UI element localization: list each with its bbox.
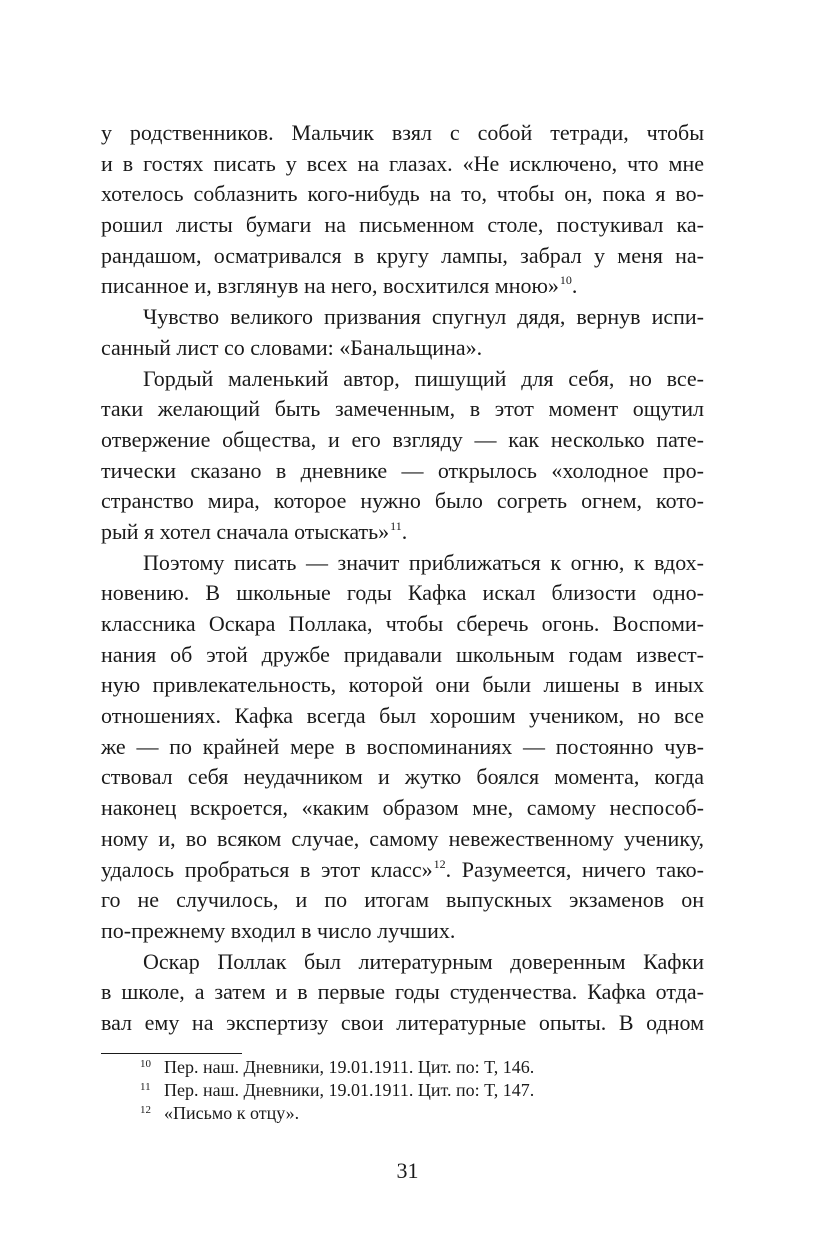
- text-line: [101, 364, 704, 395]
- text-line-content: удалось пробраться в этот класс»: [101, 856, 433, 882]
- text-line: [101, 578, 704, 609]
- text-line: [101, 210, 704, 241]
- text-line: [101, 609, 704, 640]
- text-line: [101, 762, 704, 793]
- text-line: [101, 302, 704, 333]
- text-line: [101, 947, 704, 978]
- text-line-content: рый я хотел сначала отыскать»: [101, 518, 390, 544]
- footnote-text: Пер. наш. Дневники, 19.01.1911. Цит. по: T, 146.: [164, 1057, 535, 1077]
- text-line: [101, 179, 704, 210]
- text-line: [101, 1008, 704, 1039]
- text-line-content: рандашом, осматривался в кругу лампы, забрал у меня на-: [101, 242, 704, 268]
- text-line: [101, 855, 704, 886]
- text-line-content: вал ему на экспертизу свои литературные опыты. В одном: [101, 1009, 704, 1035]
- text-line: [101, 548, 704, 579]
- text-line-content: нания об этой дружбе придавали школьным годам извест-: [101, 641, 704, 667]
- text-line: [101, 824, 704, 855]
- text-line: [101, 885, 704, 916]
- text-line-content: Оскар Поллак был литературным доверенным Кафки: [143, 948, 704, 974]
- footnote-item: [140, 1079, 700, 1102]
- text-line-content: тически сказано в дневнике — открылось «холодное про-: [101, 457, 704, 483]
- footnote-item: [140, 1056, 700, 1079]
- text-line: [101, 241, 704, 272]
- footnote-divider: [101, 1053, 242, 1054]
- text-line: [101, 486, 704, 517]
- text-line: [101, 793, 704, 824]
- text-line: [101, 271, 704, 302]
- footnote-text: Пер. наш. Дневники, 19.01.1911. Цит. по: T, 147.: [164, 1080, 535, 1100]
- text-line-content: у родственников. Мальчик взял с собой тетради, чтобы: [101, 120, 704, 145]
- text-line-content: Гордый маленький автор, пишущий для себя, но все-: [143, 365, 704, 391]
- text-line: [101, 701, 704, 732]
- text-line-content: же — по крайней мере в воспоминаниях — постоянно чув-: [101, 733, 704, 759]
- text-line-content: Чувство великого призвания спугнул дядя, вернув испи-: [143, 304, 704, 330]
- text-line: [101, 149, 704, 180]
- text-line-content: ному и, во всяком случае, самому невежественному ученику,: [101, 825, 704, 851]
- text-line-content: Поэтому писать — значит приближаться к огню, к вдох-: [143, 549, 704, 575]
- footnote-reference[interactable]: 11: [390, 518, 402, 533]
- text-line-content: в школе, а затем и в первые годы студенчества. Кафка отда-: [101, 979, 704, 1005]
- text-line-content: писанное и, взглянув на него, восхитился мною»: [101, 273, 559, 299]
- footnote-number: 12: [140, 1104, 151, 1116]
- text-line: [101, 640, 704, 671]
- text-line-tail: .: [401, 518, 408, 544]
- text-line-content: отношениях. Кафка всегда был хорошим учеником, но все: [101, 703, 704, 729]
- body-text: [101, 118, 704, 1039]
- text-line: [101, 670, 704, 701]
- text-line-content: санный лист со словами: «Банальщина».: [101, 334, 483, 360]
- text-line: [101, 456, 704, 487]
- text-line-content: и в гостях писать у всех на глазах. «Не исключено, что мне: [101, 150, 704, 176]
- footnote-reference[interactable]: 10: [559, 273, 572, 288]
- text-line-content: наконец вскроется, «каким образом мне, самому неспособ-: [101, 795, 704, 821]
- text-line-content: странство мира, которое нужно было согреть огнем, кото-: [101, 488, 704, 514]
- text-line-content: хотелось соблазнить кого-нибудь на то, чтобы он, пока я во-: [101, 181, 704, 207]
- text-line: [101, 916, 704, 947]
- footnote-number: 10: [140, 1058, 151, 1070]
- text-line: [101, 977, 704, 1008]
- text-line: [101, 394, 704, 425]
- text-line-content: по-прежнему входил в число лучших.: [101, 917, 456, 943]
- text-line-tail: .: [571, 273, 578, 299]
- text-line: [101, 425, 704, 456]
- text-line: [101, 517, 704, 548]
- footnote-reference[interactable]: 12: [433, 856, 446, 871]
- footnote-item: [140, 1102, 700, 1125]
- text-line-content: рошил листы бумаги на письменном столе, постукивал ка-: [101, 212, 704, 238]
- page-number: 31: [396, 1158, 419, 1183]
- text-line-content: таки желающий быть замеченным, в этот момент ощутил: [101, 396, 704, 422]
- text-line: [101, 732, 704, 763]
- footnote-text: «Письмо к отцу».: [164, 1103, 300, 1123]
- footnote-number: 11: [140, 1081, 151, 1093]
- footnotes: [140, 1056, 700, 1125]
- text-line-tail: . Разумеется, ничего тако-: [445, 856, 704, 882]
- text-line-content: отвержение общества, и его взгляду — как несколько пате-: [101, 426, 704, 452]
- text-line-content: классника Оскара Поллака, чтобы сберечь огонь. Воспоми-: [101, 611, 704, 636]
- text-line-content: ствовал себя неудачником и жутко боялся момента, когда: [101, 764, 704, 790]
- text-line: [101, 333, 704, 364]
- text-line-content: новению. В школьные годы Кафка искал близости одно-: [101, 580, 704, 606]
- text-line-content: ную привлекательность, которой они были лишены в иных: [101, 672, 704, 698]
- text-line: [101, 118, 704, 149]
- text-line-content: го не случилось, и по итогам выпускных экзаменов он: [101, 887, 704, 913]
